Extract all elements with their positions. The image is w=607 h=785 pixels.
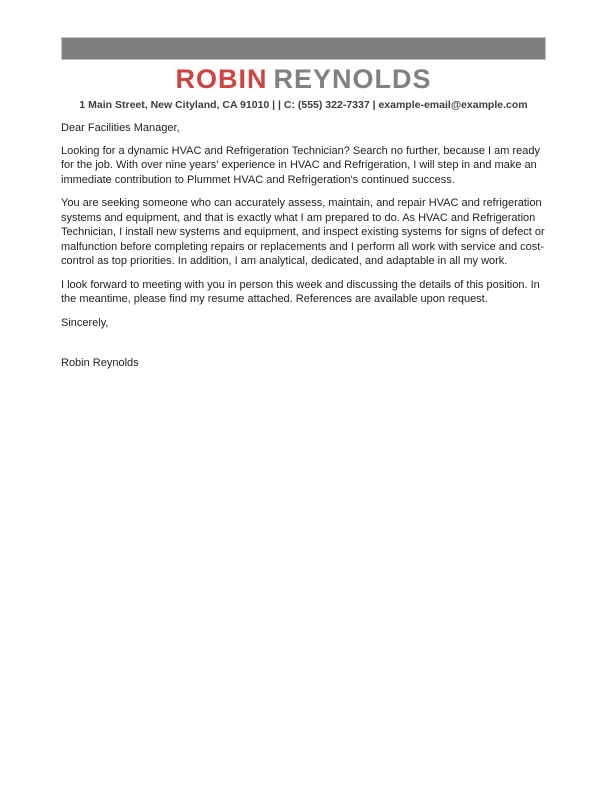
header-accent-bar [61,37,546,60]
closing: Sincerely, [61,316,109,329]
salutation: Dear Facilities Manager, [61,122,180,134]
paragraph-followup: I look forward to meeting with you in person this week and discussing the details of this position. In the meantime, please find my resume attached. References are available upon request. [61,278,540,305]
name-first: ROBIN [175,64,268,94]
signature-name: Robin Reynolds [61,357,139,369]
page-title [0,64,607,94]
contact-info: 1 Main Street, New Cityland, CA 91010 | | C: (555) 322-7337 | example-email@example.com [79,99,528,111]
name-last: REYNOLDS [273,64,432,94]
paragraph-intro: Looking for a dynamic HVAC and Refrigeration Technician? Search no further, because I am ready for the job. With over nine years' experience in HVAC and Refrigeration, I will step in and make an immediate contribution to Plummet HVAC and Refrigeration's continued success. [61,144,540,186]
letter-body [61,121,555,371]
paragraph-qualifications: You are seeking someone who can accurately assess, maintain, and repair HVAC and refrigeration systems and equipment, and that is exactly what I am prepared to do. As HVAC and Refrigeration Technician, I install new systems and equipment, and inspect existing systems for signs of defect or malfunction before completing repairs or replacements and I perform all work with service and cost-control as top priorities. In addition, I am analytical, dedicated, and adaptable in all my work. [61,197,545,267]
